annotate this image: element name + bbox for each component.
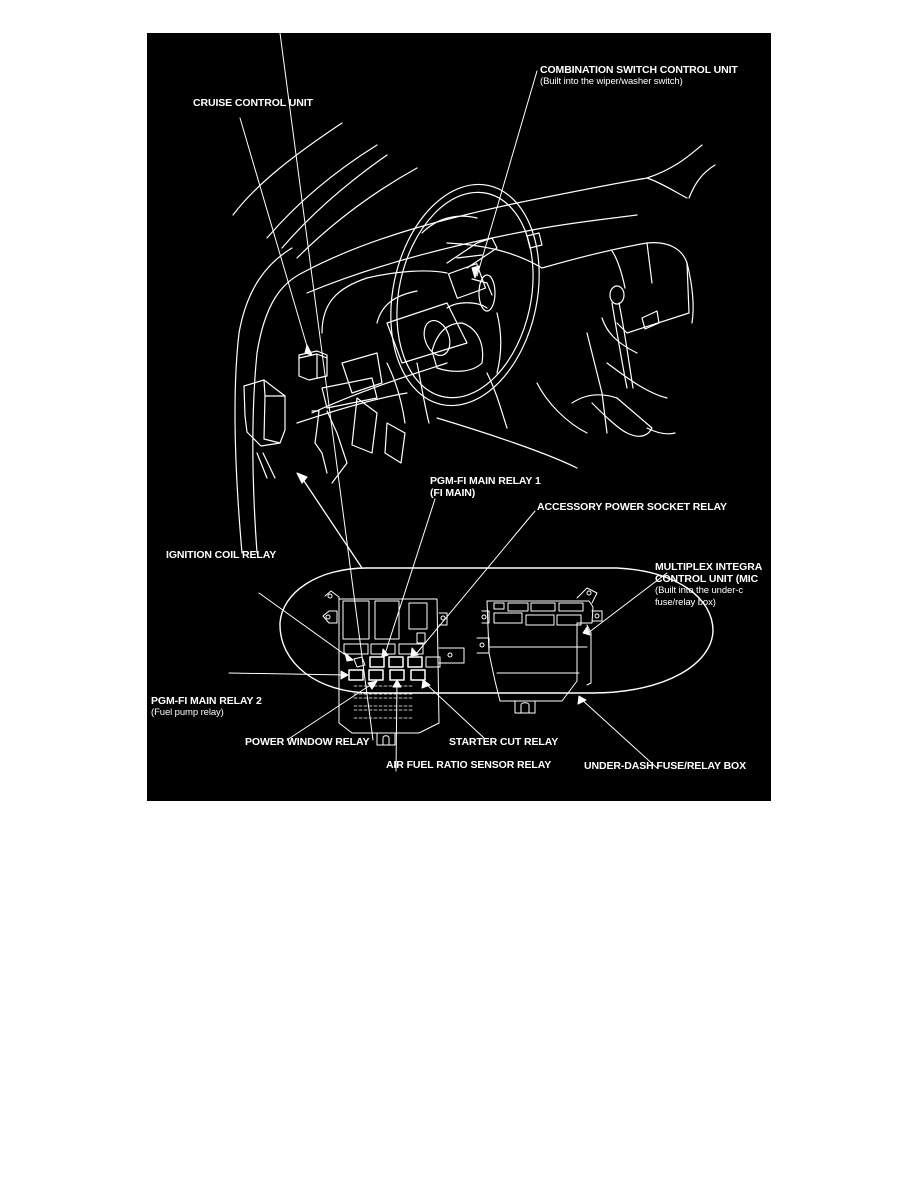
diagram-panel <box>147 33 771 801</box>
label-multiplex-integrated-control-unit: MULTIPLEX INTEGRA CONTROL UNIT (MIC (Built into the under-c fuse/relay box) <box>655 561 763 608</box>
label-under-dash-fuse-relay-box: UNDER-DASH FUSE/RELAY BOX <box>584 760 747 772</box>
fuse-box-rear-view <box>477 588 602 713</box>
label-pgm-fi-main-relay-1: PGM-FI MAIN RELAY 1 (FI MAIN) <box>430 475 541 499</box>
label-accessory-power-socket-relay: ACCESSORY POWER SOCKET RELAY <box>537 501 727 513</box>
fuse-box-front-view <box>323 591 464 745</box>
label-combination-switch-control-unit: COMBINATION SWITCH CONTROL UNIT (Built into the wiper/washer switch) <box>540 64 738 87</box>
detail-callout-arrow <box>297 473 362 568</box>
label-air-fuel-ratio-sensor-relay: AIR FUEL RATIO SENSOR RELAY <box>386 759 552 771</box>
label-pgm-fi-main-relay-2: PGM-FI MAIN RELAY 2 (Fuel pump relay) <box>151 695 262 718</box>
label-cruise-control-unit: CRUISE CONTROL UNIT <box>193 97 313 109</box>
leader-lines-inset <box>229 33 667 771</box>
fuse-relay-box-inset <box>280 568 713 745</box>
leader-lines-overview <box>240 71 537 355</box>
kick-panel-module <box>244 380 285 446</box>
label-starter-cut-relay: STARTER CUT RELAY <box>449 736 559 748</box>
label-ignition-coil-relay: IGNITION COIL RELAY <box>166 549 277 561</box>
label-power-window-relay: POWER WINDOW RELAY <box>245 736 370 748</box>
diagram-line-art <box>147 33 771 801</box>
